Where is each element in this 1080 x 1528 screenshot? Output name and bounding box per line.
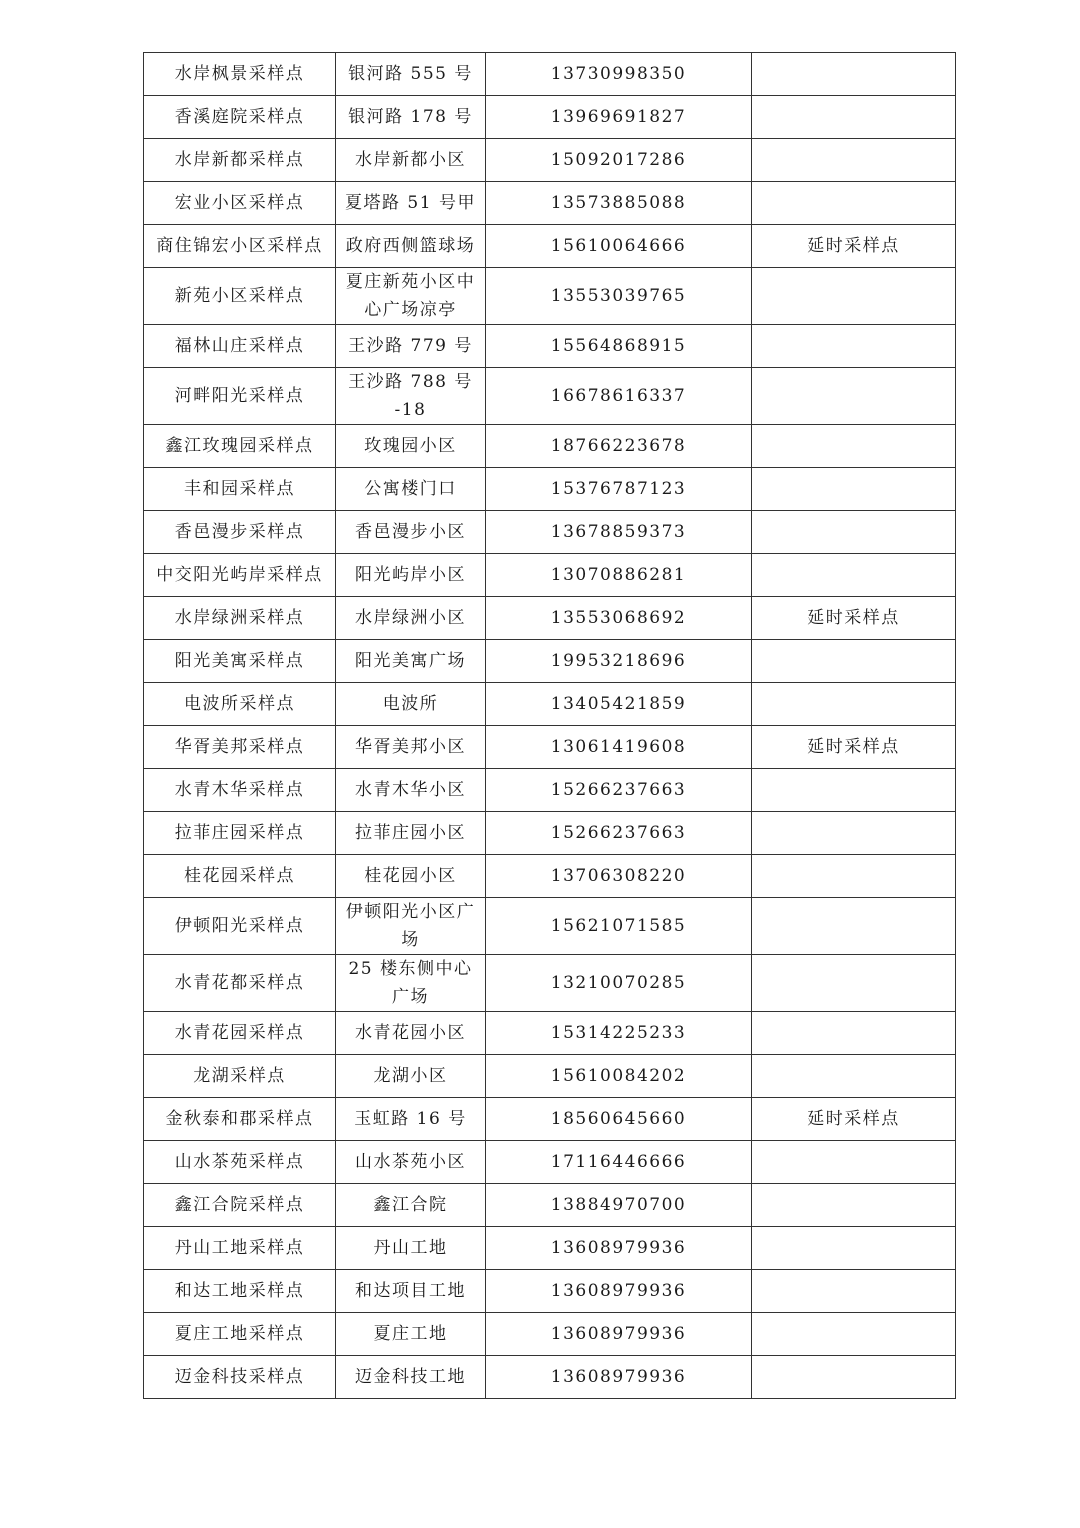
site-name-cell: 水青花园采样点 [144,1012,336,1055]
table-row [144,812,956,855]
site-address-cell: 丹山工地 [336,1227,486,1270]
table-row [144,855,956,898]
site-note-cell [752,769,956,812]
table-row [144,1141,956,1184]
site-name-cell: 水青花都采样点 [144,955,336,1012]
site-phone-cell: 15564868915 [486,325,752,368]
site-note-cell [752,325,956,368]
site-name-cell: 宏业小区采样点 [144,182,336,225]
site-name-cell: 桂花园采样点 [144,855,336,898]
table-row [144,511,956,554]
site-address-cell: 夏庄新苑小区中心广场凉亭 [336,268,486,325]
site-phone-cell: 13210070285 [486,955,752,1012]
site-phone-cell: 13553068692 [486,597,752,640]
site-name-cell: 香邑漫步采样点 [144,511,336,554]
site-phone-cell: 15376787123 [486,468,752,511]
table-row [144,726,956,769]
site-address-cell: 玉虹路 16 号 [336,1098,486,1141]
site-address-cell: 水青木华小区 [336,769,486,812]
site-name-cell: 水岸绿洲采样点 [144,597,336,640]
site-note-cell [752,268,956,325]
site-address-cell: 玫瑰园小区 [336,425,486,468]
site-address-cell: 山水茶苑小区 [336,1141,486,1184]
site-address-cell: 阳光屿岸小区 [336,554,486,597]
site-note-cell [752,53,956,96]
site-name-cell: 新苑小区采样点 [144,268,336,325]
site-address-cell: 王沙路 779 号 [336,325,486,368]
site-name-cell: 丹山工地采样点 [144,1227,336,1270]
site-phone-cell: 15610084202 [486,1055,752,1098]
table-row [144,955,956,1012]
site-address-cell: 夏塔路 51 号甲 [336,182,486,225]
site-name-cell: 拉菲庄园采样点 [144,812,336,855]
site-name-cell: 水青木华采样点 [144,769,336,812]
site-note-cell [752,812,956,855]
site-address-cell: 华胥美邦小区 [336,726,486,769]
table-row [144,1356,956,1399]
site-phone-cell: 13608979936 [486,1227,752,1270]
site-phone-cell: 13405421859 [486,683,752,726]
site-address-cell: 水岸绿洲小区 [336,597,486,640]
site-address-cell: 和达项目工地 [336,1270,486,1313]
site-address-cell: 政府西侧篮球场 [336,225,486,268]
site-phone-cell: 13608979936 [486,1270,752,1313]
site-phone-cell: 15621071585 [486,898,752,955]
site-note-cell [752,368,956,425]
table-row [144,468,956,511]
site-note-cell [752,683,956,726]
table-row [144,769,956,812]
site-phone-cell: 13608979936 [486,1313,752,1356]
site-note-cell [752,554,956,597]
site-name-cell: 水岸枫景采样点 [144,53,336,96]
site-address-cell: 鑫江合院 [336,1184,486,1227]
site-note-cell [752,1356,956,1399]
site-note-cell [752,182,956,225]
site-note-cell [752,139,956,182]
site-note-cell [752,855,956,898]
site-address-cell: 电波所 [336,683,486,726]
table-row [144,640,956,683]
site-phone-cell: 13608979936 [486,1356,752,1399]
site-name-cell: 华胥美邦采样点 [144,726,336,769]
table-row [144,1313,956,1356]
site-phone-cell: 17116446666 [486,1141,752,1184]
site-phone-cell: 13553039765 [486,268,752,325]
site-address-cell: 迈金科技工地 [336,1356,486,1399]
site-note-cell [752,511,956,554]
site-address-cell: 夏庄工地 [336,1313,486,1356]
table-row [144,1184,956,1227]
table-row [144,139,956,182]
site-note-cell [752,898,956,955]
site-address-cell: 银河路 178 号 [336,96,486,139]
site-address-cell: 王沙路 788 号 -18 [336,368,486,425]
site-phone-cell: 13884970700 [486,1184,752,1227]
site-name-cell: 和达工地采样点 [144,1270,336,1313]
site-name-cell: 福林山庄采样点 [144,325,336,368]
site-note-cell [752,1313,956,1356]
site-phone-cell: 16678616337 [486,368,752,425]
site-phone-cell: 18766223678 [486,425,752,468]
site-name-cell: 伊顿阳光采样点 [144,898,336,955]
site-note-cell [752,955,956,1012]
table-row [144,53,956,96]
site-note-cell [752,96,956,139]
site-note-cell: 延时采样点 [752,1098,956,1141]
site-address-cell: 阳光美寓广场 [336,640,486,683]
table-row [144,268,956,325]
table-row [144,1055,956,1098]
site-name-cell: 金秋泰和郡采样点 [144,1098,336,1141]
site-note-cell: 延时采样点 [752,726,956,769]
site-phone-cell: 13706308220 [486,855,752,898]
site-note-cell: 延时采样点 [752,225,956,268]
site-address-cell: 香邑漫步小区 [336,511,486,554]
table-row [144,898,956,955]
site-address-cell: 龙湖小区 [336,1055,486,1098]
table-row [144,368,956,425]
site-address-cell: 拉菲庄园小区 [336,812,486,855]
site-name-cell: 夏庄工地采样点 [144,1313,336,1356]
table-row [144,325,956,368]
table-row [144,425,956,468]
site-address-cell: 25 楼东侧中心广场 [336,955,486,1012]
site-note-cell [752,425,956,468]
site-note-cell [752,468,956,511]
site-note-cell [752,640,956,683]
site-address-cell: 水岸新都小区 [336,139,486,182]
site-note-cell [752,1227,956,1270]
site-phone-cell: 13678859373 [486,511,752,554]
site-phone-cell: 19953218696 [486,640,752,683]
site-phone-cell: 15092017286 [486,139,752,182]
table-row [144,1012,956,1055]
site-note-cell [752,1055,956,1098]
site-address-cell: 伊顿阳光小区广场 [336,898,486,955]
site-name-cell: 河畔阳光采样点 [144,368,336,425]
site-phone-cell: 13070886281 [486,554,752,597]
site-note-cell [752,1184,956,1227]
site-note-cell [752,1270,956,1313]
table-row [144,1270,956,1313]
site-name-cell: 山水茶苑采样点 [144,1141,336,1184]
table-row [144,554,956,597]
site-name-cell: 鑫江玫瑰园采样点 [144,425,336,468]
site-name-cell: 迈金科技采样点 [144,1356,336,1399]
site-address-cell: 水青花园小区 [336,1012,486,1055]
table-row [144,1098,956,1141]
site-name-cell: 鑫江合院采样点 [144,1184,336,1227]
table-row [144,1227,956,1270]
table-row [144,182,956,225]
site-phone-cell: 13573885088 [486,182,752,225]
site-note-cell [752,1141,956,1184]
table-row [144,225,956,268]
site-phone-cell: 18560645660 [486,1098,752,1141]
site-address-cell: 桂花园小区 [336,855,486,898]
site-address-cell: 银河路 555 号 [336,53,486,96]
table-row [144,597,956,640]
site-phone-cell: 15266237663 [486,769,752,812]
site-phone-cell: 13730998350 [486,53,752,96]
site-phone-cell: 15314225233 [486,1012,752,1055]
table-body [144,53,956,1399]
site-name-cell: 阳光美寓采样点 [144,640,336,683]
site-phone-cell: 15266237663 [486,812,752,855]
site-name-cell: 龙湖采样点 [144,1055,336,1098]
site-name-cell: 香溪庭院采样点 [144,96,336,139]
site-note-cell: 延时采样点 [752,597,956,640]
site-note-cell [752,1012,956,1055]
site-name-cell: 丰和园采样点 [144,468,336,511]
site-name-cell: 商住锦宏小区采样点 [144,225,336,268]
site-phone-cell: 13061419608 [486,726,752,769]
site-name-cell: 电波所采样点 [144,683,336,726]
site-name-cell: 水岸新都采样点 [144,139,336,182]
sampling-sites-table [143,52,956,1399]
site-name-cell: 中交阳光屿岸采样点 [144,554,336,597]
table-row [144,96,956,139]
table-row [144,683,956,726]
site-address-cell: 公寓楼门口 [336,468,486,511]
site-phone-cell: 15610064666 [486,225,752,268]
site-phone-cell: 13969691827 [486,96,752,139]
